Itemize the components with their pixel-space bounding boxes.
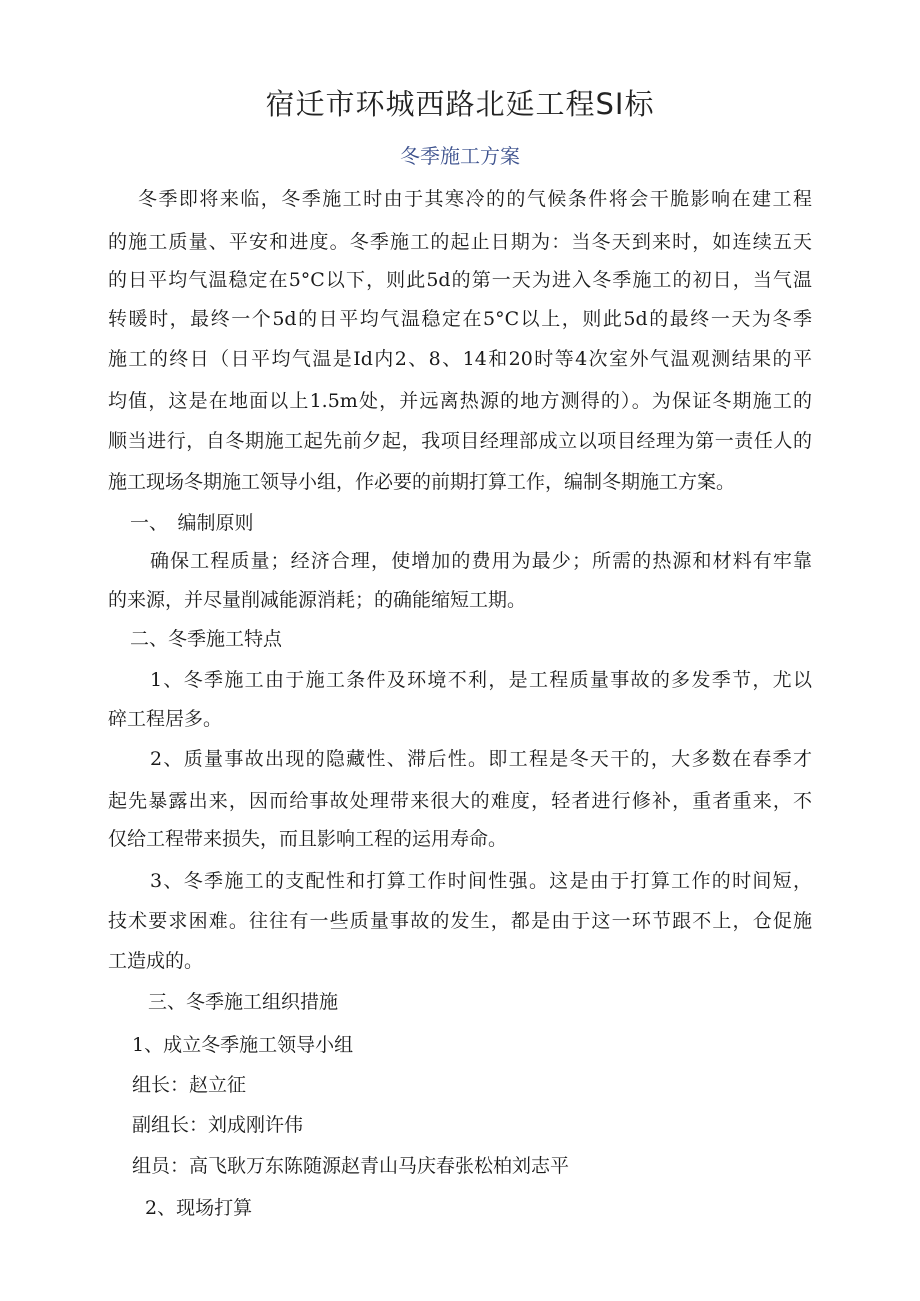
intro-line-1: 冬季即将来临，冬季施工时由于其寒冷的的气候条件将会干脆影响在建工程	[138, 188, 812, 210]
section3-heading: 三、冬季施工组织措施	[148, 991, 339, 1013]
document-subtitle: 冬季施工方案	[400, 144, 520, 168]
section1-heading: 一、 编制原则	[130, 512, 254, 534]
section3-sub2: 2、现场打算	[145, 1197, 253, 1219]
section2-item3-line-2: 技术要求困难。往往有一些质量事故的发生，都是由于这一环节跟不上，仓促施	[108, 910, 812, 932]
intro-line-3: 的日平均气温稳定在5°C以下，则此5d的第一天为进入冬季施工的初日，当气温	[108, 269, 812, 291]
section1-line-2: 的来源，并尽量削减能源消耗；的确能缩短工期。	[108, 589, 527, 611]
intro-line-7: 顺当进行，自冬期施工起先前夕起，我项目经理部成立以项目经理为第一责任人的	[108, 430, 812, 452]
intro-line-8: 施工现场冬期施工领导小组，作必要的前期打算工作，编制冬期施工方案。	[108, 471, 736, 493]
section3-leader: 组长：赵立征	[132, 1074, 247, 1096]
section3-members: 组员：高飞耿万东陈随源赵青山马庆春张松柏刘志平	[132, 1155, 570, 1177]
section2-item3-line-1: 3、冬季施工的支配性和打算工作时间性强。这是由于打算工作的时间短，	[150, 870, 812, 892]
intro-line-5: 施工的终日（日平均气温是Id内2、8、14和20时等4次室外气温观测结果的平	[108, 348, 812, 370]
section2-heading: 二、冬季施工特点	[130, 628, 283, 650]
section2-item2-line-2: 起先暴露出来，因而给事故处理带来很大的难度，轻者进行修补，重者重来，不	[108, 790, 812, 812]
section2-item2-line-1: 2、质量事故出现的隐藏性、滞后性。即工程是冬天干的，大多数在春季才	[150, 748, 812, 770]
section2-item1-line-2: 碎工程居多。	[108, 708, 223, 730]
section2-item3-line-3: 工造成的。	[108, 950, 204, 972]
section1-line-1: 确保工程质量；经济合理，使增加的费用为最少；所需的热源和材料有牢靠	[150, 550, 812, 572]
document-title: 宿迁市环城西路北延工程SI标	[265, 87, 655, 121]
section3-deputy: 副组长：刘成刚许伟	[132, 1114, 304, 1136]
intro-line-6: 均值，这是在地面以上1.5m处，并远离热源的地方测得的）。为保证冬期施工的	[108, 390, 812, 412]
section2-item1-line-1: 1、冬季施工由于施工条件及环境不利，是工程质量事故的多发季节，尤以	[150, 669, 812, 691]
section3-sub1: 1、成立冬季施工领导小组	[132, 1034, 354, 1056]
intro-line-2: 的施工质量、平安和进度。冬季施工的起止日期为：当冬天到来时，如连续五天	[108, 231, 812, 253]
intro-line-4: 转暖时，最终一个5d的日平均气温稳定在5°C以上，则此5d的最终一天为冬季	[108, 308, 812, 330]
section2-item2-line-3: 仅给工程带来损失，而且影响工程的运用寿命。	[108, 828, 508, 850]
